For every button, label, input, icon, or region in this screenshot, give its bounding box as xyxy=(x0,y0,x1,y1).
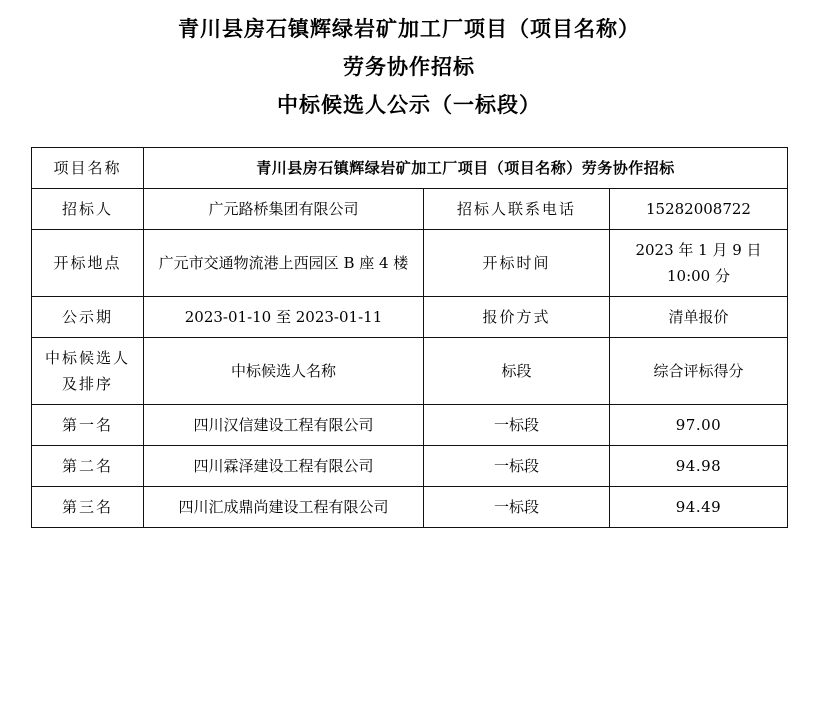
cell-candidate-rank: 第三名 xyxy=(32,487,144,528)
cell-candidate-name: 四川汇成鼎尚建设工程有限公司 xyxy=(144,487,424,528)
cell-candidate-rank: 第一名 xyxy=(32,405,144,446)
table-row-bid-open xyxy=(32,230,788,297)
cell-candidate-section: 一标段 xyxy=(424,487,610,528)
cell-bid-open-place-value: 广元市交通物流港上西园区 B 座 4 楼 xyxy=(144,230,424,297)
cell-bid-open-time-label: 开标时间 xyxy=(424,230,610,297)
table-row xyxy=(32,487,788,528)
table-row-candidates-header xyxy=(32,338,788,405)
document-title xyxy=(0,0,818,124)
cell-score-header: 综合评标得分 xyxy=(610,338,788,405)
cell-candidate-score: 94.98 xyxy=(610,446,788,487)
title-line-3: 中标候选人公示（一标段） xyxy=(277,92,541,117)
cell-tenderer-label: 招标人 xyxy=(32,189,144,230)
cell-quote-method-value: 清单报价 xyxy=(610,297,788,338)
title-line-2: 劳务协作招标 xyxy=(343,54,475,79)
cell-candidate-name: 四川霖泽建设工程有限公司 xyxy=(144,446,424,487)
cell-candidates-label: 中标候选人及排序 xyxy=(32,338,144,405)
cell-candidate-rank: 第二名 xyxy=(32,446,144,487)
cell-public-period-value: 2023-01-10 至 2023-01-11 xyxy=(144,297,424,338)
bid-result-table xyxy=(31,147,788,528)
cell-project-name-label: 项目名称 xyxy=(32,148,144,189)
cell-candidate-section: 一标段 xyxy=(424,446,610,487)
bid-result-table-wrapper xyxy=(31,147,787,528)
cell-candidate-name-header: 中标候选人名称 xyxy=(144,338,424,405)
table-row xyxy=(32,446,788,487)
cell-quote-method-label: 报价方式 xyxy=(424,297,610,338)
cell-candidate-score: 97.00 xyxy=(610,405,788,446)
table-row-public-period xyxy=(32,297,788,338)
cell-bid-open-place-label: 开标地点 xyxy=(32,230,144,297)
cell-candidate-name: 四川汉信建设工程有限公司 xyxy=(144,405,424,446)
cell-candidate-section: 一标段 xyxy=(424,405,610,446)
cell-tenderer-value: 广元路桥集团有限公司 xyxy=(144,189,424,230)
table-row xyxy=(32,405,788,446)
title-line-1: 青川县房石镇辉绿岩矿加工厂项目（项目名称） xyxy=(178,16,640,41)
cell-project-name-value: 青川县房石镇辉绿岩矿加工厂项目（项目名称）劳务协作招标 xyxy=(144,148,788,189)
cell-section-header: 标段 xyxy=(424,338,610,405)
cell-tenderer-phone-value: 15282008722 xyxy=(610,189,788,230)
cell-public-period-label: 公示期 xyxy=(32,297,144,338)
cell-tenderer-phone-label: 招标人联系电话 xyxy=(424,189,610,230)
table-row-tenderer xyxy=(32,189,788,230)
cell-bid-open-time-value: 2023 年 1 月 9 日 10:00 分 xyxy=(610,230,788,297)
table-row-project-name xyxy=(32,148,788,189)
cell-candidate-score: 94.49 xyxy=(610,487,788,528)
